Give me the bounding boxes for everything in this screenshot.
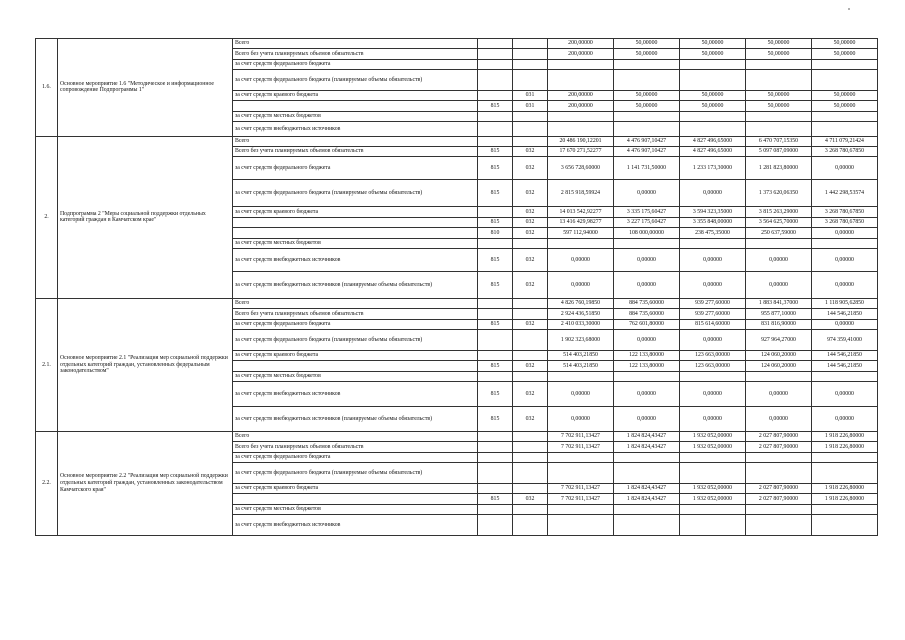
amount-cell (746, 504, 812, 514)
amount-cell (812, 111, 878, 121)
grbs-code: 815 (478, 217, 513, 227)
section-code (513, 49, 548, 59)
amount-cell: 7 702 911,13427 (548, 494, 614, 504)
amount-cell: 0,00000 (812, 319, 878, 329)
amount-cell: 955 877,10000 (746, 309, 812, 319)
funding-source: за счет средств федерального бюджета (233, 319, 478, 329)
amount-cell: 0,00000 (812, 248, 878, 271)
amount-cell: 4 827 496,65000 (680, 147, 746, 157)
funding-source: за счет средств местных бюджетов (233, 238, 478, 248)
grbs-code (478, 350, 513, 360)
amount-cell (548, 122, 614, 137)
amount-cell: 0,00000 (548, 248, 614, 271)
amount-cell: 20 486 190,12201 (548, 136, 614, 146)
amount-cell: 0,00000 (614, 381, 680, 406)
grbs-code: 815 (478, 494, 513, 504)
grbs-code: 815 (478, 157, 513, 180)
amount-cell: 108 000,00000 (614, 228, 680, 238)
amount-cell: 0,00000 (746, 381, 812, 406)
amount-cell (548, 238, 614, 248)
amount-cell: 4 476 907,10427 (614, 136, 680, 146)
amount-cell: 3 564 625,70000 (746, 217, 812, 227)
amount-cell: 0,00000 (746, 271, 812, 298)
amount-cell: 1 824 824,43427 (614, 483, 680, 493)
funding-source (233, 494, 478, 504)
section-code: 032 (513, 381, 548, 406)
amount-cell: 50,00000 (614, 39, 680, 49)
amount-cell: 0,00000 (614, 180, 680, 207)
amount-cell: 144 546,21850 (812, 361, 878, 371)
grbs-code: 815 (478, 248, 513, 271)
amount-cell: 50,00000 (746, 39, 812, 49)
amount-cell: 0,00000 (680, 330, 746, 351)
amount-cell: 1 932 052,00000 (680, 442, 746, 452)
amount-cell: 1 918 226,80000 (812, 483, 878, 493)
amount-cell: 939 277,60000 (680, 309, 746, 319)
amount-cell: 0,00000 (746, 406, 812, 431)
amount-cell: 7 702 911,13427 (548, 442, 614, 452)
program-name: Подпрограмма 2 "Меры социальной поддержки отдельных категорий граждан в Камчатском крае" (58, 136, 233, 298)
amount-cell: 3 594 323,35000 (680, 207, 746, 217)
grbs-code (478, 330, 513, 351)
amount-cell: 123 663,00000 (680, 350, 746, 360)
amount-cell: 3 335 175,60427 (614, 207, 680, 217)
grbs-code: 815 (478, 271, 513, 298)
amount-cell: 50,00000 (812, 49, 878, 59)
amount-cell: 13 416 429,98277 (548, 217, 614, 227)
funding-source: за счет средств краевого бюджета (233, 207, 478, 217)
amount-cell: 50,00000 (746, 49, 812, 59)
amount-cell: 14 013 542,92277 (548, 207, 614, 217)
amount-cell (614, 463, 680, 484)
section-code: 032 (513, 207, 548, 217)
amount-cell: 1 918 226,80000 (812, 442, 878, 452)
amount-cell: 762 601,80000 (614, 319, 680, 329)
amount-cell: 1 932 052,00000 (680, 431, 746, 441)
grbs-code: 815 (478, 147, 513, 157)
amount-cell (614, 70, 680, 91)
amount-cell: 2 815 918,59924 (548, 180, 614, 207)
funding-source: Всего без учета планируемых объемов обязательств (233, 442, 478, 452)
amount-cell (746, 463, 812, 484)
amount-cell (812, 371, 878, 381)
section-code: 032 (513, 248, 548, 271)
grbs-code (478, 122, 513, 137)
grbs-code (478, 70, 513, 91)
amount-cell: 6 470 707,15350 (746, 136, 812, 146)
amount-cell: 50,00000 (614, 49, 680, 59)
funding-source: за счет средств федерального бюджета (планируемые объемы обязательств) (233, 70, 478, 91)
section-code (513, 483, 548, 493)
grbs-code: 815 (478, 319, 513, 329)
amount-cell: 1 902 323,68000 (548, 330, 614, 351)
amount-cell (812, 238, 878, 248)
scan-speck (848, 8, 850, 10)
funding-source: за счет средств внебюджетных источников (233, 248, 478, 271)
section-code: 032 (513, 271, 548, 298)
funding-source: за счет средств краевого бюджета (233, 350, 478, 360)
amount-cell (614, 111, 680, 121)
amount-cell: 238 475,35000 (680, 228, 746, 238)
grbs-code (478, 515, 513, 536)
row-number: 2.2. (36, 431, 58, 535)
amount-cell: 0,00000 (680, 406, 746, 431)
amount-cell (548, 504, 614, 514)
amount-cell: 1 932 052,00000 (680, 494, 746, 504)
section-code (513, 136, 548, 146)
amount-cell (680, 122, 746, 137)
amount-cell: 3 815 263,29000 (746, 207, 812, 217)
grbs-code (478, 442, 513, 452)
grbs-code (478, 298, 513, 308)
amount-cell: 3 268 780,67850 (812, 217, 878, 227)
amount-cell: 50,00000 (812, 39, 878, 49)
amount-cell: 0,00000 (812, 271, 878, 298)
amount-cell: 0,00000 (680, 381, 746, 406)
amount-cell: 200,00000 (548, 101, 614, 111)
amount-cell: 1 824 824,43427 (614, 442, 680, 452)
section-code: 032 (513, 319, 548, 329)
grbs-code: 815 (478, 406, 513, 431)
grbs-code (478, 504, 513, 514)
program-name: Основное мероприятие 1.6 "Методическое и информационное сопровождение Подпрограммы 1" (58, 39, 233, 137)
amount-cell (548, 371, 614, 381)
amount-cell: 200,00000 (548, 90, 614, 100)
grbs-code: 815 (478, 101, 513, 111)
amount-cell: 4 826 760,19850 (548, 298, 614, 308)
amount-cell: 200,00000 (548, 49, 614, 59)
section-code (513, 463, 548, 484)
section-code (513, 111, 548, 121)
grbs-code (478, 431, 513, 441)
funding-source: за счет средств внебюджетных источников (233, 381, 478, 406)
funding-source: за счет средств внебюджетных источников (233, 515, 478, 536)
funding-source: за счет средств федерального бюджета (233, 59, 478, 69)
amount-cell (614, 122, 680, 137)
section-code: 032 (513, 147, 548, 157)
amount-cell: 884 735,60000 (614, 309, 680, 319)
funding-source: за счет средств местных бюджетов (233, 111, 478, 121)
amount-cell (680, 70, 746, 91)
section-code: 031 (513, 90, 548, 100)
amount-cell: 3 268 780,67850 (812, 147, 878, 157)
amount-cell (746, 111, 812, 121)
amount-cell: 0,00000 (812, 228, 878, 238)
section-code (513, 504, 548, 514)
amount-cell (812, 515, 878, 536)
grbs-code (478, 483, 513, 493)
amount-cell: 927 964,27000 (746, 330, 812, 351)
grbs-code (478, 452, 513, 462)
amount-cell: 1 233 173,30000 (680, 157, 746, 180)
amount-cell: 4 827 496,65000 (680, 136, 746, 146)
amount-cell: 17 670 271,52277 (548, 147, 614, 157)
section-code (513, 70, 548, 91)
amount-cell: 831 816,90000 (746, 319, 812, 329)
amount-cell: 50,00000 (746, 90, 812, 100)
amount-cell: 0,00000 (680, 248, 746, 271)
section-code (513, 371, 548, 381)
amount-cell: 514 403,21850 (548, 361, 614, 371)
section-code: 032 (513, 217, 548, 227)
amount-cell (614, 59, 680, 69)
amount-cell: 974 359,41000 (812, 330, 878, 351)
amount-cell (614, 371, 680, 381)
funding-source: за счет средств внебюджетных источников (планируемые объемы обязательств) (233, 271, 478, 298)
amount-cell: 122 133,80000 (614, 350, 680, 360)
grbs-code: 815 (478, 180, 513, 207)
amount-cell: 815 614,60000 (680, 319, 746, 329)
section-code (513, 442, 548, 452)
amount-cell: 597 112,94000 (548, 228, 614, 238)
section-code (513, 238, 548, 248)
table-row (36, 431, 878, 441)
amount-cell: 2 027 807,90000 (746, 494, 812, 504)
amount-cell (680, 111, 746, 121)
section-code: 032 (513, 180, 548, 207)
section-code (513, 122, 548, 137)
amount-cell: 250 637,59000 (746, 228, 812, 238)
amount-cell (680, 238, 746, 248)
grbs-code (478, 371, 513, 381)
section-code (513, 298, 548, 308)
amount-cell (680, 452, 746, 462)
funding-source: за счет средств федерального бюджета (233, 157, 478, 180)
row-number: 2.1. (36, 298, 58, 431)
section-code (513, 309, 548, 319)
amount-cell: 2 924 436,51850 (548, 309, 614, 319)
grbs-code (478, 207, 513, 217)
funding-source: Всего (233, 298, 478, 308)
amount-cell: 4 711 079,21424 (812, 136, 878, 146)
amount-cell: 884 735,60000 (614, 298, 680, 308)
amount-cell (746, 371, 812, 381)
amount-cell (746, 452, 812, 462)
amount-cell (812, 452, 878, 462)
section-code: 032 (513, 406, 548, 431)
amount-cell (812, 70, 878, 91)
funding-source: за счет средств федерального бюджета (планируемые объемы обязательств) (233, 463, 478, 484)
amount-cell: 4 476 907,10427 (614, 147, 680, 157)
funding-source: за счет средств краевого бюджета (233, 90, 478, 100)
amount-cell: 1 918 226,80000 (812, 494, 878, 504)
amount-cell: 122 133,80000 (614, 361, 680, 371)
budget-table (35, 38, 878, 536)
amount-cell: 1 883 841,37000 (746, 298, 812, 308)
amount-cell: 1 141 731,50000 (614, 157, 680, 180)
funding-source: Всего (233, 431, 478, 441)
amount-cell: 514 403,21850 (548, 350, 614, 360)
program-name: Основное мероприятие 2.1 "Реализация мер социальной поддержки отдельных категорий граждан, установленных федеральным законодательством" (58, 298, 233, 431)
funding-source: Всего (233, 39, 478, 49)
amount-cell: 0,00000 (812, 381, 878, 406)
amount-cell: 1 118 905,62850 (812, 298, 878, 308)
funding-source: Всего без учета планируемых объемов обязательств (233, 309, 478, 319)
grbs-code: 815 (478, 381, 513, 406)
table-row (36, 298, 878, 308)
row-number: 1.6. (36, 39, 58, 137)
table-row (36, 136, 878, 146)
amount-cell: 0,00000 (548, 271, 614, 298)
funding-source: Всего без учета планируемых объемов обязательств (233, 49, 478, 59)
amount-cell (614, 504, 680, 514)
funding-source: за счет средств местных бюджетов (233, 504, 478, 514)
section-code: 032 (513, 494, 548, 504)
amount-cell: 50,00000 (680, 101, 746, 111)
grbs-code (478, 463, 513, 484)
amount-cell: 124 060,20000 (746, 350, 812, 360)
amount-cell: 3 227 175,60427 (614, 217, 680, 227)
amount-cell: 1 373 620,06350 (746, 180, 812, 207)
section-code: 032 (513, 228, 548, 238)
section-code (513, 431, 548, 441)
grbs-code (478, 90, 513, 100)
amount-cell: 0,00000 (548, 381, 614, 406)
amount-cell: 0,00000 (680, 271, 746, 298)
grbs-code (478, 39, 513, 49)
amount-cell (680, 371, 746, 381)
amount-cell: 50,00000 (680, 49, 746, 59)
amount-cell (812, 59, 878, 69)
grbs-code: 810 (478, 228, 513, 238)
section-code: 031 (513, 101, 548, 111)
funding-source (233, 217, 478, 227)
amount-cell (746, 122, 812, 137)
grbs-code (478, 111, 513, 121)
amount-cell: 3 656 728,60000 (548, 157, 614, 180)
amount-cell: 7 702 911,13427 (548, 431, 614, 441)
amount-cell: 50,00000 (614, 90, 680, 100)
amount-cell: 2 027 807,90000 (746, 431, 812, 441)
amount-cell (746, 238, 812, 248)
section-code: 032 (513, 157, 548, 180)
amount-cell: 123 663,00000 (680, 361, 746, 371)
amount-cell: 2 027 807,90000 (746, 442, 812, 452)
amount-cell (548, 70, 614, 91)
amount-cell: 1 932 052,00000 (680, 483, 746, 493)
amount-cell (548, 515, 614, 536)
amount-cell: 1 824 824,43427 (614, 431, 680, 441)
amount-cell (548, 452, 614, 462)
amount-cell (680, 515, 746, 536)
row-number: 2. (36, 136, 58, 298)
amount-cell (746, 515, 812, 536)
funding-source: за счет средств краевого бюджета (233, 483, 478, 493)
grbs-code (478, 59, 513, 69)
program-name: Основное мероприятие 2.2 "Реализация мер социальной поддержки отдельных категорий граждан, установленных законодательством Камчатского края" (58, 431, 233, 535)
funding-source (233, 361, 478, 371)
amount-cell: 0,00000 (548, 406, 614, 431)
funding-source: за счет средств федерального бюджета (планируемые объемы обязательств) (233, 330, 478, 351)
amount-cell: 124 060,20000 (746, 361, 812, 371)
amount-cell: 144 546,21850 (812, 309, 878, 319)
amount-cell (812, 122, 878, 137)
amount-cell: 5 097 087,09000 (746, 147, 812, 157)
amount-cell: 144 546,21850 (812, 350, 878, 360)
amount-cell (614, 452, 680, 462)
section-code (513, 350, 548, 360)
amount-cell: 50,00000 (614, 101, 680, 111)
amount-cell (812, 463, 878, 484)
amount-cell (680, 463, 746, 484)
amount-cell: 0,00000 (614, 271, 680, 298)
amount-cell: 2 027 807,90000 (746, 483, 812, 493)
section-code (513, 59, 548, 69)
amount-cell: 0,00000 (614, 248, 680, 271)
amount-cell: 1 824 824,43427 (614, 494, 680, 504)
funding-source: за счет средств федерального бюджета (планируемые объемы обязательств) (233, 180, 478, 207)
amount-cell (746, 59, 812, 69)
amount-cell: 0,00000 (614, 406, 680, 431)
amount-cell (548, 59, 614, 69)
amount-cell: 50,00000 (812, 90, 878, 100)
amount-cell: 1 281 823,80000 (746, 157, 812, 180)
amount-cell (614, 238, 680, 248)
section-code (513, 330, 548, 351)
amount-cell: 7 702 911,13427 (548, 483, 614, 493)
amount-cell: 0,00000 (680, 180, 746, 207)
grbs-code (478, 49, 513, 59)
amount-cell (746, 70, 812, 91)
funding-source: за счет средств местных бюджетов (233, 371, 478, 381)
amount-cell (812, 504, 878, 514)
grbs-code (478, 238, 513, 248)
funding-source (233, 228, 478, 238)
amount-cell: 0,00000 (812, 406, 878, 431)
amount-cell: 939 277,60000 (680, 298, 746, 308)
amount-cell: 50,00000 (680, 90, 746, 100)
amount-cell: 2 410 033,30000 (548, 319, 614, 329)
amount-cell (548, 111, 614, 121)
amount-cell: 0,00000 (614, 330, 680, 351)
funding-source: Всего без учета планируемых объемов обязательств (233, 147, 478, 157)
amount-cell (614, 515, 680, 536)
funding-source (233, 101, 478, 111)
grbs-code: 815 (478, 361, 513, 371)
table-row (36, 39, 878, 49)
amount-cell (680, 504, 746, 514)
amount-cell: 3 355 848,00000 (680, 217, 746, 227)
amount-cell: 0,00000 (812, 157, 878, 180)
funding-source: Всего (233, 136, 478, 146)
grbs-code (478, 136, 513, 146)
section-code (513, 39, 548, 49)
amount-cell: 50,00000 (746, 101, 812, 111)
amount-cell: 3 268 780,67850 (812, 207, 878, 217)
funding-source: за счет средств внебюджетных источников (233, 122, 478, 137)
amount-cell (548, 463, 614, 484)
section-code: 032 (513, 361, 548, 371)
amount-cell: 50,00000 (680, 39, 746, 49)
funding-source: за счет средств федерального бюджета (233, 452, 478, 462)
funding-source: за счет средств внебюджетных источников (планируемые объемы обязательств) (233, 406, 478, 431)
section-code (513, 452, 548, 462)
amount-cell: 0,00000 (746, 248, 812, 271)
amount-cell (680, 59, 746, 69)
amount-cell: 50,00000 (812, 101, 878, 111)
amount-cell: 1 918 226,80000 (812, 431, 878, 441)
section-code (513, 515, 548, 536)
grbs-code (478, 309, 513, 319)
amount-cell: 1 442 298,53574 (812, 180, 878, 207)
amount-cell: 200,00000 (548, 39, 614, 49)
